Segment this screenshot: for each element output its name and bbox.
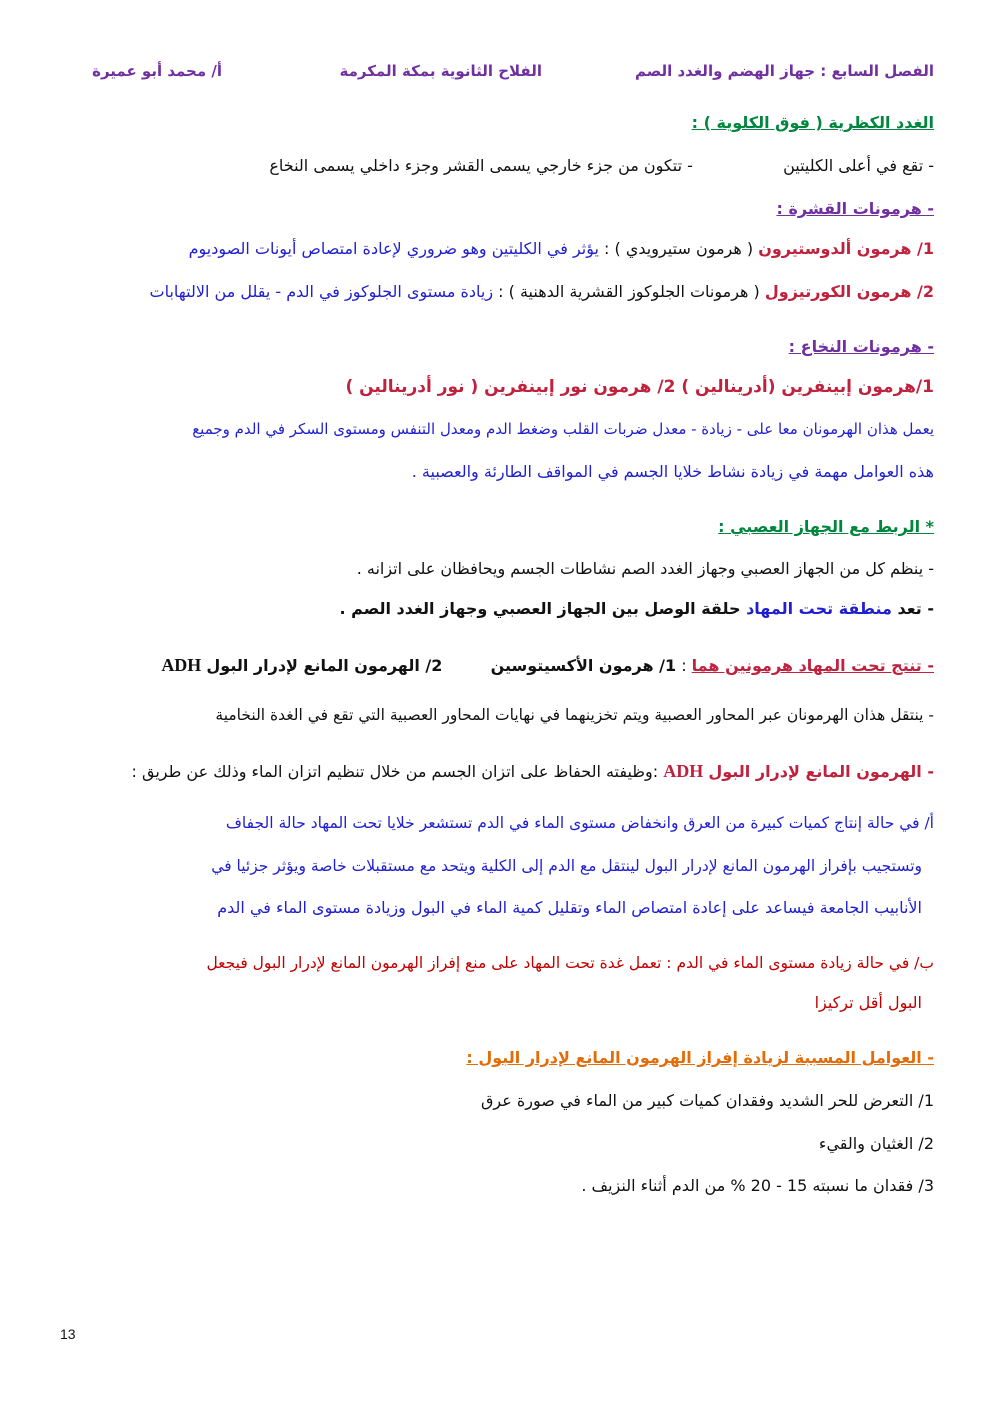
- adh-case-a-1: أ/ في حالة إنتاج كميات كبيرة من العرق وانخفاض مستوى الماء في الدم تستشعر خلايا تحت المهاد حالة الجفاف: [225, 814, 934, 832]
- adh-label: 2/ الهرمون المانع لإدرار البول: [206, 656, 443, 675]
- aldosterone-type: ( هرمون ستيرويدي ) :: [598, 239, 759, 258]
- cortisol-name: 2/ هرمون الكورتيزول: [764, 282, 934, 301]
- medulla-hormones: 1/هرمون إبينفرين (أدرينالين ) 2/ هرمون نور إبينفرين ( نور أدرينالين ): [345, 377, 934, 397]
- header-chapter: الفصل السابع : جهاز الهضم والغدد الصم: [634, 62, 934, 80]
- adrenal-location: [58, 155, 934, 177]
- adrenal-location-a: - تقع في أعلى الكليتين: [783, 156, 934, 175]
- factor-item-3: 3/ فقدان ما نسبته 15 - 20 % من الدم أثناء النزيف .: [581, 1176, 934, 1195]
- adh-function: [58, 760, 934, 783]
- hypothalamus-hormones: [58, 654, 934, 677]
- nervous-line-2-a: - تعد: [891, 599, 934, 618]
- header-school: الفلاح الثانوية بمكة المكرمة: [339, 62, 542, 80]
- medulla-desc-1: يعمل هذان الهرمونان معا على - زيادة - معدل ضربات القلب وضغط الدم ومعدل التنفس ومستوى السكر في الدم وجميع: [192, 420, 934, 438]
- factor-item-2: 2/ الغثيان والقيء: [818, 1134, 934, 1153]
- cortisol-type: ( هرمونات الجلوكوز القشرية الدهنية ) :: [493, 282, 765, 301]
- nervous-line-1: - ينظم كل من الجهاز العصبي وجهاز الغدد الصم نشاطات الجسم ويحافظان على اتزانه .: [356, 559, 934, 578]
- factors-title: - العوامل المسببة لزيادة إفراز الهرمون المانع لإدرار البول :: [466, 1048, 934, 1067]
- adh-case-b-2: البول أقل تركيزا: [814, 993, 922, 1012]
- adh-abbr: ADH: [161, 655, 202, 675]
- page-number: 13: [60, 1326, 76, 1342]
- hypothalamus-produces: - تنتج تحت المهاد هرمونين هما: [691, 656, 934, 675]
- adh-case-a-3: الأنابيب الجامعة فيساعد على إعادة امتصاص الماء وتقليل كمية الماء في البول وزيادة مستوى الماء في الدم: [217, 898, 922, 917]
- medulla-desc-2: هذه العوامل مهمة في زيادة نشاط خلايا الجسم في المواقف الطارئة والعصبية .: [411, 462, 934, 481]
- factor-item-1: 1/ التعرض للحر الشديد وفقدان كميات كبير من الماء في صورة عرق: [481, 1091, 934, 1110]
- adh-case-a-2: وتستجيب بإفراز الهرمون المانع لإدرار البول لينتقل مع الدم إلى الكلية ويتحد مع مستقبلات خاصة ويؤثر جزئيا في: [211, 857, 922, 875]
- cortisol-desc: زيادة مستوى الجلوكوز في الدم - يقلل من الالتهابات: [149, 282, 494, 301]
- hypothalamus-colon: :: [676, 656, 692, 675]
- cortex-title: - هرمونات القشرة :: [776, 199, 934, 218]
- hypothalamus-term: منطقة تحت المهاد: [746, 599, 892, 618]
- nervous-line-2: [58, 598, 934, 620]
- adh-function-text: :وظيفته الحفاظ على اتزان الجسم من خلال تنظيم اتزان الماء وذلك عن طريق :: [131, 762, 659, 781]
- nervous-title: * الربط مع الجهاز العصبي :: [718, 517, 934, 536]
- cortex-hormone-1: [58, 238, 934, 260]
- aldosterone-desc: يؤثر في الكليتين وهو ضروري لإعادة امتصاص أيونات الصوديوم: [188, 239, 599, 258]
- aldosterone-name: 1/ هرمون ألدوستيرون: [758, 239, 934, 258]
- adrenal-location-b: - تتكون من جزء خارجي يسمى القشر وجزء داخلي يسمى النخاع: [269, 156, 693, 175]
- adh-name: - الهرمون المانع لإدرار البول: [708, 762, 934, 781]
- medulla-title: - هرمونات النخاع :: [788, 337, 934, 356]
- header-teacher: أ/ محمد أبو عميرة: [92, 62, 222, 80]
- adrenal-title: الغدد الكظرية ( فوق الكلوية ) :: [691, 113, 934, 132]
- adh-case-b-1: ب/ في حالة زيادة مستوى الماء في الدم : تعمل غدة تحت المهاد على منع إفراز الهرمون المانع لإدرار البول فيجعل: [206, 954, 934, 972]
- hypothalamus-transport: - ينتقل هذان الهرمونان عبر المحاور العصبية ويتم تخزينهما في نهايات المحاور العصبية التي تقع في الغدة النخامية: [215, 706, 934, 724]
- nervous-line-2-c: حلقة الوصل بين الجهاز العصبي وجهاز الغدد الصم .: [339, 599, 747, 618]
- cortex-hormone-2: [58, 281, 934, 303]
- adh-abbreviation: ADH: [663, 761, 704, 781]
- oxytocin-label: 1/ هرمون الأكسيتوسين: [490, 656, 677, 675]
